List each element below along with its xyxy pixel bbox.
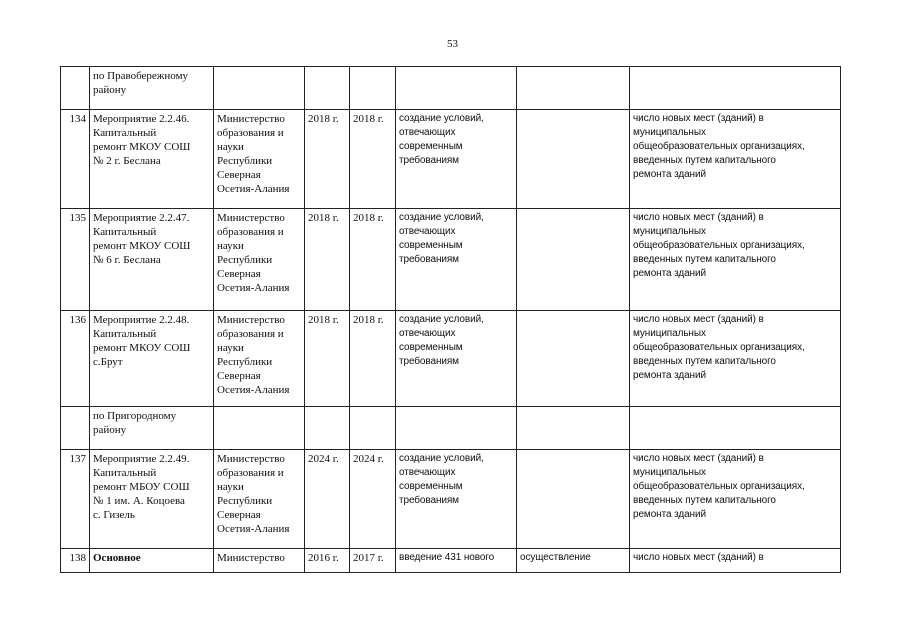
table-row — [61, 67, 841, 110]
executor-cell: Министерство образования и науки Республики Северная Осетия-Алания — [214, 110, 305, 209]
event-cell: по Пригородному району — [90, 407, 214, 450]
table-row — [61, 407, 841, 450]
indicator-cell: число новых мест (зданий) в — [630, 549, 841, 573]
indicator-cell: число новых мест (зданий) в муниципальных общеобразовательных организациях, введенных путем капитального ремонта зданий — [630, 110, 841, 209]
end-year-cell: 2018 г. — [350, 110, 396, 209]
indicator-cell: число новых мест (зданий) в муниципальных общеобразовательных организациях, введенных путем капитального ремонта зданий — [630, 311, 841, 407]
activity-cell — [517, 110, 630, 209]
indicator-cell: число новых мест (зданий) в муниципальных общеобразовательных организациях, введенных путем капитального ремонта зданий — [630, 450, 841, 549]
end-year-cell: 2017 г. — [350, 549, 396, 573]
activity-cell — [517, 67, 630, 110]
result-cell: создание условий, отвечающих современным требованиям — [396, 450, 517, 549]
row-number — [61, 407, 90, 450]
end-year-cell: 2024 г. — [350, 450, 396, 549]
activity-cell — [517, 407, 630, 450]
event-cell: Мероприятие 2.2.47. Капитальный ремонт МКОУ СОШ № 6 г. Беслана — [90, 209, 214, 311]
start-year-cell: 2018 г. — [305, 110, 350, 209]
end-year-cell — [350, 67, 396, 110]
row-number: 138 — [61, 549, 90, 573]
table-row — [61, 110, 841, 209]
row-number: 136 — [61, 311, 90, 407]
end-year-cell: 2018 г. — [350, 311, 396, 407]
end-year-cell — [350, 407, 396, 450]
event-cell: Мероприятие 2.2.48. Капитальный ремонт МКОУ СОШ с.Брут — [90, 311, 214, 407]
start-year-cell — [305, 67, 350, 110]
indicator-cell — [630, 407, 841, 450]
table-row — [61, 549, 841, 573]
table-row — [61, 450, 841, 549]
result-cell: введение 431 нового — [396, 549, 517, 573]
row-number: 137 — [61, 450, 90, 549]
end-year-cell: 2018 г. — [350, 209, 396, 311]
measures-table — [60, 66, 841, 573]
activity-cell: осуществление — [517, 549, 630, 573]
table-row — [61, 209, 841, 311]
event-cell: Мероприятие 2.2.46. Капитальный ремонт МКОУ СОШ № 2 г. Беслана — [90, 110, 214, 209]
executor-cell — [214, 67, 305, 110]
indicator-cell: число новых мест (зданий) в муниципальных общеобразовательных организациях, введенных путем капитального ремонта зданий — [630, 209, 841, 311]
executor-cell — [214, 407, 305, 450]
page-number: 53 — [447, 38, 458, 50]
start-year-cell: 2018 г. — [305, 311, 350, 407]
row-number: 134 — [61, 110, 90, 209]
executor-cell: Министерство образования и науки Республики Северная Осетия-Алания — [214, 209, 305, 311]
row-number: 135 — [61, 209, 90, 311]
result-cell: создание условий, отвечающих современным требованиям — [396, 209, 517, 311]
activity-cell — [517, 450, 630, 549]
result-cell: создание условий, отвечающих современным требованиям — [396, 110, 517, 209]
table-row — [61, 311, 841, 407]
start-year-cell — [305, 407, 350, 450]
executor-cell: Министерство образования и науки Республики Северная Осетия-Алания — [214, 450, 305, 549]
start-year-cell: 2016 г. — [305, 549, 350, 573]
start-year-cell: 2018 г. — [305, 209, 350, 311]
event-cell: по Правобережному району — [90, 67, 214, 110]
result-cell — [396, 67, 517, 110]
executor-cell: Министерство образования и науки Республики Северная Осетия-Алания — [214, 311, 305, 407]
indicator-cell — [630, 67, 841, 110]
event-cell: Мероприятие 2.2.49. Капитальный ремонт МБОУ СОШ № 1 им. А. Коцоева с. Гизель — [90, 450, 214, 549]
result-cell — [396, 407, 517, 450]
start-year-cell: 2024 г. — [305, 450, 350, 549]
activity-cell — [517, 209, 630, 311]
activity-cell — [517, 311, 630, 407]
result-cell: создание условий, отвечающих современным требованиям — [396, 311, 517, 407]
event-cell: Основное — [90, 549, 214, 573]
row-number — [61, 67, 90, 110]
executor-cell: Министерство — [214, 549, 305, 573]
